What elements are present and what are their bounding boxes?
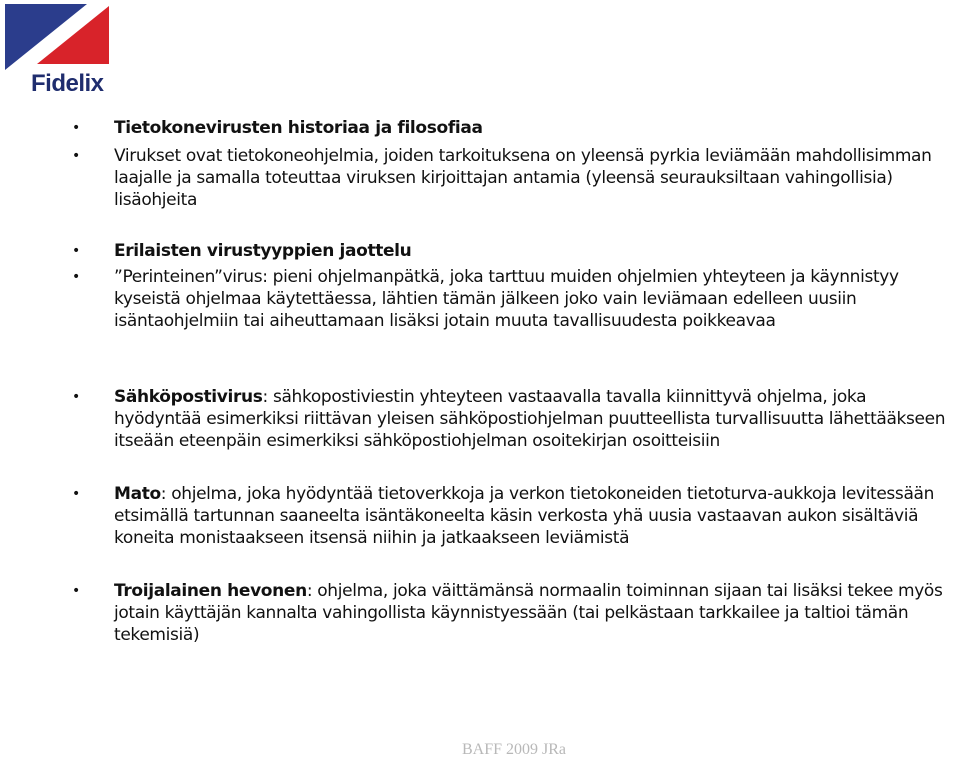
bullet-text: : sähkopostiviestin yhteyteen vastaavalla tavalla kiinnittyvä ohjelma, joka hyödyntää esimerkiksi riittävan yleisen sähköpostiohjelman puutteellista turvallisuutta lähettääkseen itseään eteenpäin esimerkiksi sähköpostiohjelman osoitekirjan osoitteisiin — [114, 387, 946, 451]
bullet-dot: • — [72, 583, 80, 599]
bullet-item-types — [72, 240, 956, 262]
bullet-dot: • — [72, 148, 80, 164]
bullet-dot: • — [72, 269, 80, 285]
bullet-dot: • — [72, 120, 80, 136]
logo-text: Fidelix — [31, 70, 104, 97]
bullet-item-email-virus — [72, 386, 956, 452]
bullet-text: ”Perinteinen”virus: pieni ohjelmanpätkä, joka tarttuu muiden ohjelmien yhteyteen ja käynnistyy kyseistä ohjelmaa käytettäessa, lähtien tämän jälkeen joko vain leviämaan edelleen uusiin isäntaohjelmiin tai aiheuttamaan lisäksi jotain muuta tavallisuudesta poikkeavaa — [114, 267, 899, 331]
fidelix-logo — [5, 4, 125, 96]
bullet-dot: • — [72, 389, 80, 405]
bullet-dot: • — [72, 243, 80, 259]
bullet-text: : ohjelma, joka hyödyntää tietoverkkoja ja verkon tietokoneiden tietoturva-aukkoja levitessään etsimällä tartunnan saaneelta isäntäkoneelta käsin verkosta yhä uusia vastaavan aukon sisältäviä koneita monistaakseen itsensä niihin ja jatkaakseen leviämistä — [114, 484, 935, 548]
footer-text: BAFF 2009 JRa — [462, 741, 567, 758]
bullet-dot: • — [72, 486, 80, 502]
bullet-item-definition — [72, 145, 956, 211]
bullet-item-worm — [72, 483, 956, 549]
bullet-item-trojan — [72, 580, 956, 646]
bullet-title: Tietokonevirusten historiaa ja filosofiaa — [114, 118, 483, 138]
bullet-title: Erilaisten virustyyppien jaottelu — [114, 241, 412, 261]
bullet-title: Mato — [114, 484, 161, 504]
bullet-title: Sähköpostivirus — [114, 387, 263, 407]
bullet-text: : ohjelma, joka väittämänsä normaalin toiminnan sijaan tai lisäksi tekee myös jotain käyttäjän kannalta vahingollista käynnistyessään (tai pelkästaan tarkkailee ja taltioi tämän tekemisiä) — [114, 581, 943, 645]
bullet-text: Virukset ovat tietokoneohjelmia, joiden tarkoituksena on yleensä pyrkia leviämään mahdollisimman laajalle ja samalla toteuttaa viruksen kirjoittajan antamia (yleensä seurauksiltaan vahingollisia) lisäohjeita — [114, 146, 932, 210]
bullet-item-traditional-virus — [72, 266, 956, 332]
logo-mark — [5, 4, 115, 70]
bullet-item-history — [72, 117, 956, 139]
bullet-title: Troijalainen hevonen — [114, 581, 307, 601]
